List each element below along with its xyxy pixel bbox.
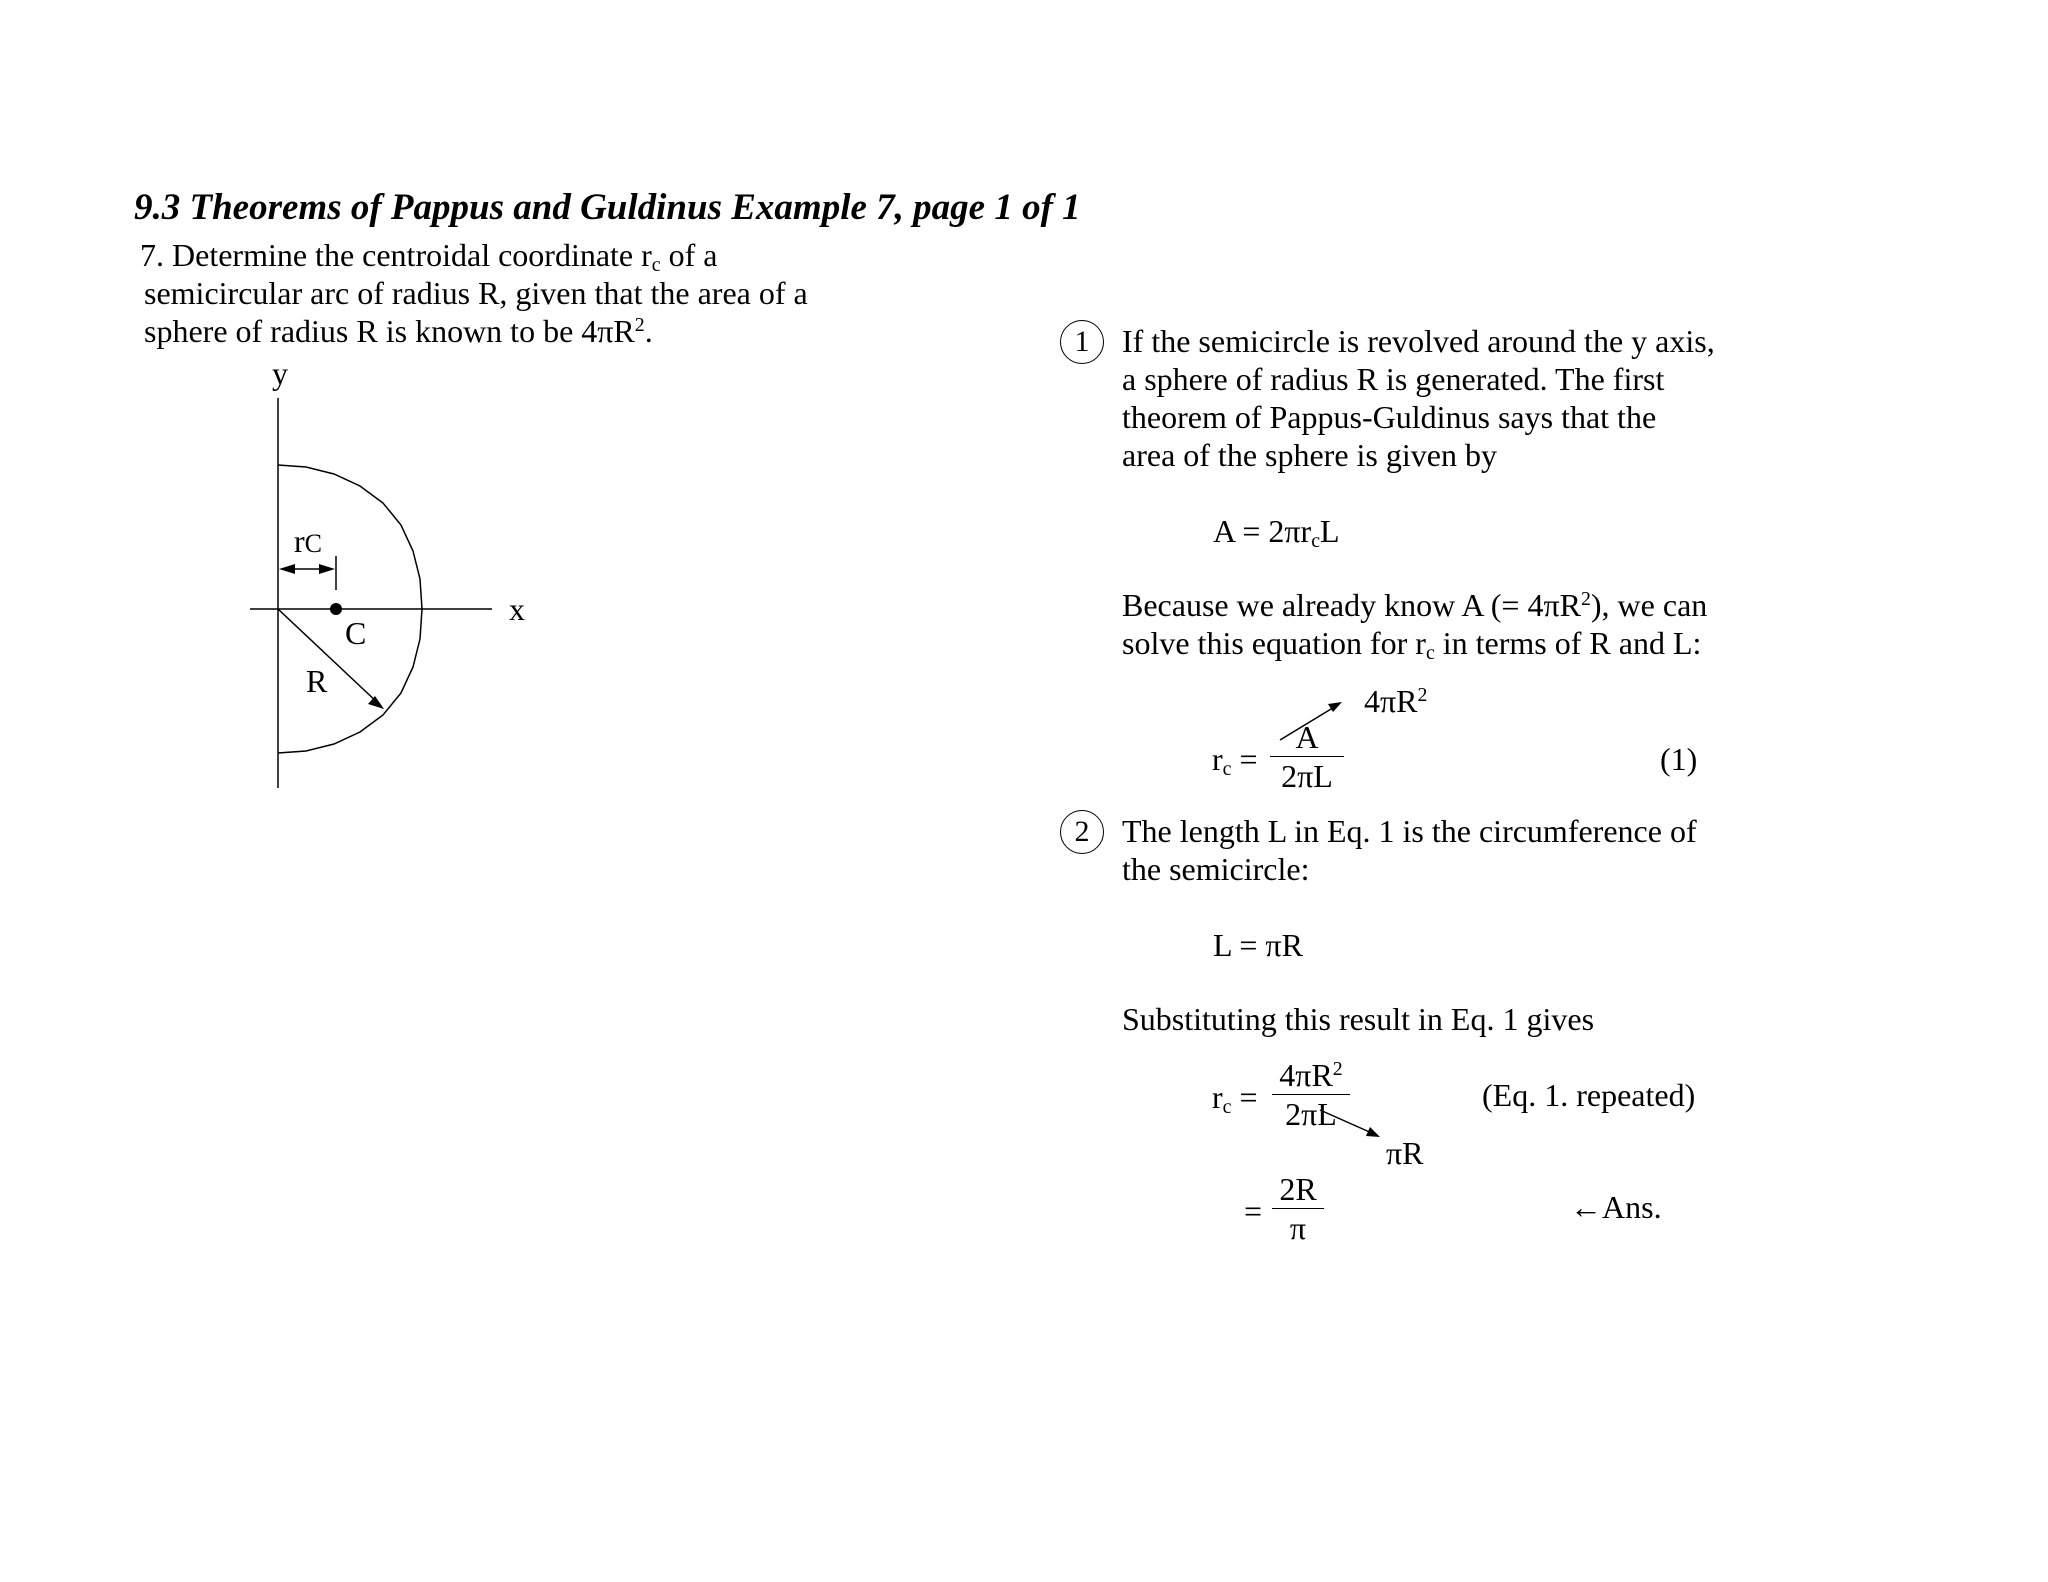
radius-label: R <box>306 663 328 699</box>
radius-arrowhead <box>368 696 384 709</box>
step-1-line: If the semicircle is revolved around the y axis, <box>1122 323 1715 359</box>
fraction-bar <box>1272 1208 1324 1209</box>
page-title: 9.3 Theorems of Pappus and Guldinus Example 7, page 1 of 1 <box>134 187 1081 228</box>
annotation-piR: πR <box>1386 1135 1424 1171</box>
rc-fraction-2 <box>1272 1058 1350 1131</box>
fraction-numerator: 2R <box>1279 1171 1317 1207</box>
step-2-text <box>1122 812 1697 888</box>
annotation-4piR2: $4\pi R^2$ <box>1364 683 1428 719</box>
rc-fraction-1 <box>1270 720 1344 793</box>
problem-line-2: semicircular arc of radius R, given that the area of a <box>144 275 808 311</box>
answer-label: ←Ans. <box>1570 1189 1662 1225</box>
rc-lhs-2: $r_c$ = <box>1212 1079 1258 1118</box>
problem-line-1: 7. Determine the centroidal coordinate $r_c$ of a <box>140 237 718 276</box>
fraction-bar <box>1270 756 1344 757</box>
area-equation: $A = 2\pi r_cL$ <box>1213 513 1340 552</box>
x-axis-label: x <box>509 591 525 627</box>
rc-lhs-1: $r_c$ = <box>1212 741 1258 780</box>
solve-text: solve this equation for $r_c$ in terms of R and L: <box>1122 625 1702 664</box>
answer-fraction <box>1272 1172 1324 1245</box>
step-2-line: the semicircle: <box>1122 851 1310 887</box>
length-equation: L = πR <box>1213 927 1303 963</box>
rc-arrow-right <box>319 564 335 574</box>
because-text: Because we already know A (= $4\pi R^2$), we can <box>1122 587 1708 623</box>
fraction-numerator: $4\pi R^2$ <box>1279 1057 1343 1093</box>
step-2-line: The length L in Eq. 1 is the circumference of <box>1122 813 1697 849</box>
step-1-line: area of the sphere is given by <box>1122 437 1497 473</box>
repeat-note: (Eq. 1. repeated) <box>1482 1077 1696 1113</box>
step-1-text <box>1122 322 1715 474</box>
step-2-marker: 2 <box>1060 810 1104 854</box>
fraction-denominator: π <box>1289 1210 1307 1246</box>
step-1-line: a sphere of radius R is generated. The first <box>1122 361 1665 397</box>
fraction-bar <box>1272 1094 1350 1095</box>
step-1-marker: 1 <box>1060 320 1104 364</box>
y-axis-label: y <box>272 355 288 391</box>
fraction-denominator: 2πL <box>1281 758 1333 794</box>
fraction-numerator: A <box>1295 719 1319 755</box>
annotation-arrowhead-1 <box>1328 702 1342 712</box>
rc-arrow-left <box>279 564 295 574</box>
centroid-point <box>330 603 342 615</box>
rc-dimension-label: rC <box>294 523 322 559</box>
substituting-text: Substituting this result in Eq. 1 gives <box>1122 1001 1595 1037</box>
annotation-arrowhead-2 <box>1366 1127 1380 1137</box>
answer-equals: = <box>1244 1193 1263 1229</box>
fraction-denominator: 2πL <box>1285 1096 1337 1132</box>
problem-line-3: sphere of radius R is known to be $4\pi R^2$. <box>144 313 653 349</box>
centroid-label: C <box>345 615 367 651</box>
equation-number: (1) <box>1660 741 1698 777</box>
step-1-line: theorem of Pappus-Guldinus says that the <box>1122 399 1657 435</box>
